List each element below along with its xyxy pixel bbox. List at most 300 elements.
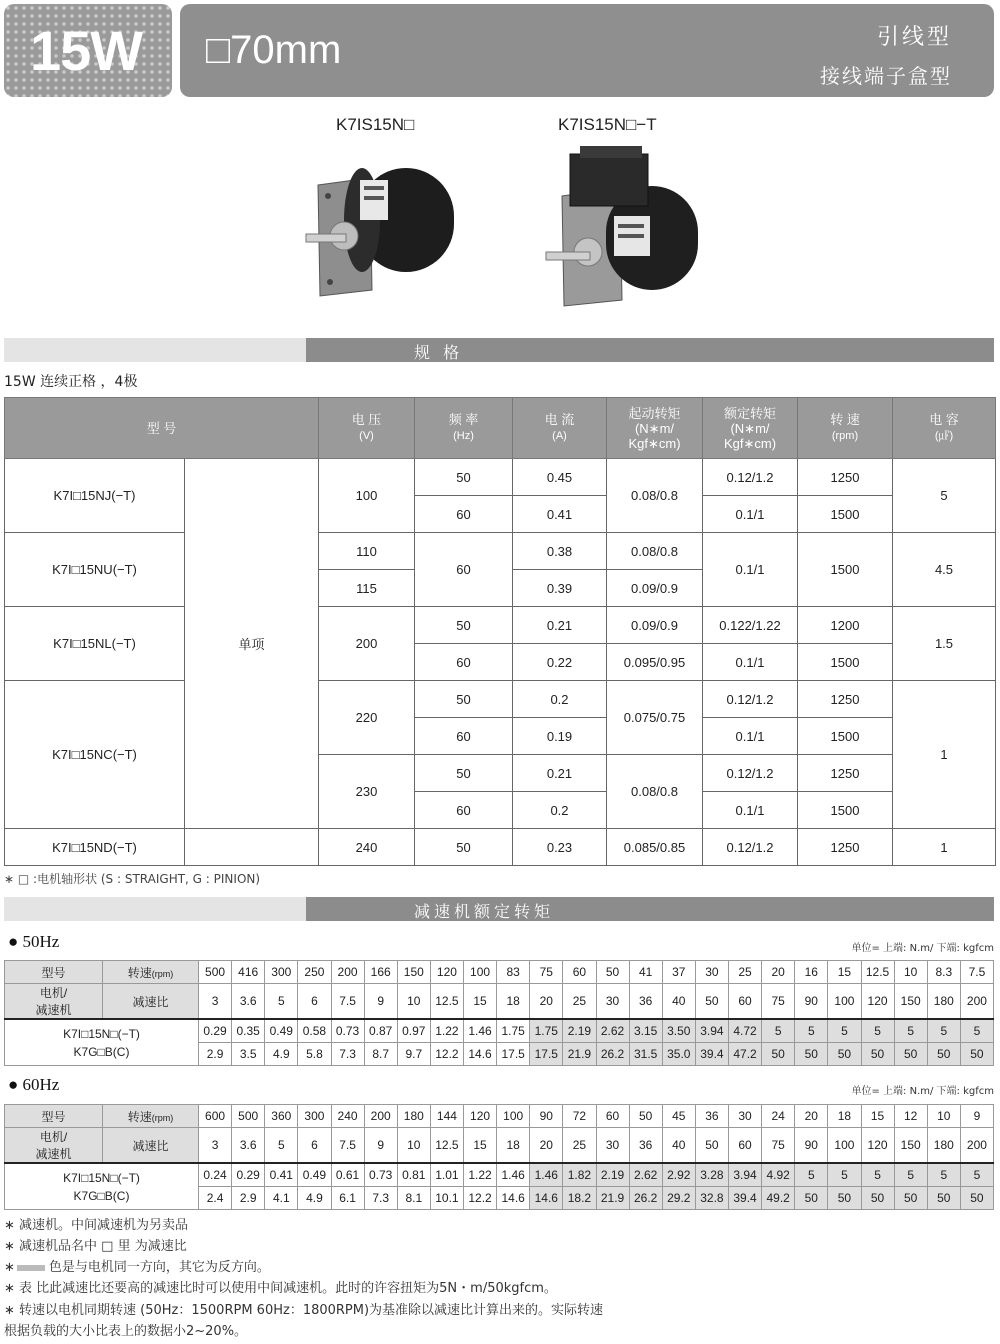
torque-kgf-cell: 50 [828, 1043, 861, 1066]
hdr-ratio-label: 减速比 [103, 984, 199, 1020]
speed-cell: 200 [364, 1105, 397, 1128]
spec-section-bar [4, 338, 994, 362]
hdr-capacitor: 电 容 (㎌) [893, 398, 996, 459]
speed-cell: 1500 [798, 644, 893, 681]
rated-torque-cell: 0.122/1.22 [703, 607, 798, 644]
frame-size: □70mm [206, 28, 342, 72]
cap-cell: 5 [893, 459, 996, 533]
hdr-model-label: 型号 [5, 961, 103, 984]
speed-cell: 360 [265, 1105, 298, 1128]
speed-cell: 16 [795, 961, 828, 984]
ratio-cell: 50 [695, 1128, 728, 1164]
torque-kgf-cell: 6.1 [331, 1187, 364, 1210]
speed-cell: 45 [662, 1105, 695, 1128]
torque-nm-cell: 5 [828, 1019, 861, 1043]
torque-kgf-cell: 50 [795, 1043, 828, 1066]
speed-cell: 1500 [798, 496, 893, 533]
hdr-voltage: 电 压 (V) [319, 398, 415, 459]
torque-nm-cell: 5 [960, 1163, 993, 1187]
speed-row [5, 1105, 994, 1128]
ratio-cell: 150 [894, 1128, 927, 1164]
torque-kgf-cell: 12.2 [430, 1043, 463, 1066]
speed-cell: 10 [927, 1105, 960, 1128]
torque-nm-cell: 5 [927, 1019, 960, 1043]
rated-torque-cell: 0.12/1.2 [703, 459, 798, 496]
freq-cell: 60 [415, 533, 513, 607]
torque-kgf-cell: 17.5 [530, 1043, 563, 1066]
voltage-cell: 220 [319, 681, 415, 755]
ratio-row [5, 984, 994, 1020]
model-label-terminal: K7IS15N□−T [558, 115, 657, 134]
hdr-model: 型 号 [5, 398, 319, 459]
start-torque-cell: 0.08/0.8 [607, 755, 703, 829]
torque-kgf-cell: 50 [927, 1043, 960, 1066]
torque-kgf-cell: 8.7 [364, 1043, 397, 1066]
torque-nm-cell: 2.19 [596, 1163, 629, 1187]
model-cell: K7I□15NJ(−T) [5, 459, 185, 533]
speed-cell: 30 [729, 1105, 762, 1128]
torque-nm-cell: 3.28 [695, 1163, 728, 1187]
torque-kgf-cell: 4.9 [265, 1043, 298, 1066]
torque-nm-cell: 1.46 [530, 1163, 563, 1187]
speed-cell: 300 [298, 1105, 331, 1128]
freq-cell: 50 [415, 829, 513, 866]
torque-nm-row [5, 1019, 994, 1043]
current-cell: 0.2 [513, 792, 607, 829]
torque-kgf-cell: 2.9 [232, 1187, 265, 1210]
rated-torque-cell: 0.1/1 [703, 496, 798, 533]
current-cell: 0.41 [513, 496, 607, 533]
torque-nm-cell: 1.01 [430, 1163, 463, 1187]
rated-torque-cell: 0.12/1.2 [703, 829, 798, 866]
ratio-cell: 25 [563, 984, 596, 1020]
torque-kgf-cell: 35.0 [662, 1043, 695, 1066]
torque-nm-cell: 1.46 [464, 1019, 497, 1043]
power-rating: 15W [30, 19, 143, 82]
ratio-cell: 40 [662, 1128, 695, 1164]
start-torque-cell: 0.095/0.95 [607, 644, 703, 681]
gray-swatch [17, 1265, 45, 1271]
current-cell: 0.21 [513, 755, 607, 792]
ratio-cell: 15 [464, 1128, 497, 1164]
model-label-lead: K7IS15N□ [336, 115, 415, 134]
torque-kgf-cell: 5.8 [298, 1043, 331, 1066]
voltage-cell: 100 [319, 459, 415, 533]
speed-cell: 1250 [798, 829, 893, 866]
gear-table-60hz [4, 1104, 994, 1210]
torque-nm-cell: 2.62 [629, 1163, 662, 1187]
hz-50-title: ● 50Hz [8, 932, 60, 951]
speed-cell: 10 [894, 961, 927, 984]
torque-kgf-cell: 29.2 [662, 1187, 695, 1210]
torque-nm-cell: 0.58 [298, 1019, 331, 1043]
ratio-cell: 30 [596, 1128, 629, 1164]
torque-nm-cell: 1.82 [563, 1163, 596, 1187]
ratio-cell: 7.5 [331, 984, 364, 1020]
speed-cell: 60 [596, 1105, 629, 1128]
ratio-cell: 36 [629, 1128, 662, 1164]
torque-kgf-cell: 9.7 [397, 1043, 430, 1066]
ratio-cell: 200 [960, 984, 993, 1020]
ratio-cell: 5 [265, 984, 298, 1020]
freq-cell: 60 [415, 718, 513, 755]
table-row [5, 533, 996, 570]
torque-nm-cell: 0.61 [331, 1163, 364, 1187]
speed-cell: 416 [232, 961, 265, 984]
speed-cell: 25 [729, 961, 762, 984]
model-cell: K7I□15NC(−T) [5, 681, 185, 829]
speed-row [5, 961, 994, 984]
ratio-cell: 20 [530, 984, 563, 1020]
speed-cell: 36 [695, 1105, 728, 1128]
freq-cell: 50 [415, 607, 513, 644]
torque-nm-cell: 0.49 [265, 1019, 298, 1043]
ratio-cell: 75 [762, 984, 795, 1020]
model-cell: K7I□15N□(−T) K7G□B(C) [5, 1163, 199, 1210]
torque-kgf-cell: 32.8 [695, 1187, 728, 1210]
torque-kgf-cell: 31.5 [629, 1043, 662, 1066]
ratio-cell: 6 [298, 984, 331, 1020]
current-cell: 0.19 [513, 718, 607, 755]
torque-nm-cell: 4.72 [729, 1019, 762, 1043]
torque-nm-cell: 0.73 [364, 1163, 397, 1187]
spec-subtitle: 15W 连续正格 ，4极 [4, 374, 138, 390]
torque-nm-cell: 0.29 [199, 1019, 232, 1043]
type-terminal-box: 接线端子盒型 [820, 64, 952, 88]
ratio-cell: 15 [464, 984, 497, 1020]
torque-kgf-cell: 10.1 [430, 1187, 463, 1210]
speed-cell: 1500 [798, 533, 893, 607]
ratio-cell: 18 [497, 984, 530, 1020]
ratio-cell: 25 [563, 1128, 596, 1164]
speed-cell: 50 [629, 1105, 662, 1128]
torque-kgf-cell: 50 [795, 1187, 828, 1210]
torque-nm-cell: 5 [894, 1019, 927, 1043]
hdr-current: 电 流 (A) [513, 398, 607, 459]
ratio-cell: 10 [397, 1128, 430, 1164]
torque-nm-cell: 2.92 [662, 1163, 695, 1187]
spec-header-row [5, 398, 996, 459]
start-torque-cell: 0.08/0.8 [607, 459, 703, 533]
speed-cell: 120 [430, 961, 463, 984]
current-cell: 0.23 [513, 829, 607, 866]
torque-kgf-cell: 47.2 [729, 1043, 762, 1066]
voltage-cell: 200 [319, 607, 415, 681]
rated-torque-cell: 0.1/1 [703, 718, 798, 755]
torque-kgf-cell: 26.2 [596, 1043, 629, 1066]
start-torque-cell: 0.08/0.8 [607, 533, 703, 570]
speed-cell: 240 [331, 1105, 364, 1128]
torque-nm-cell: 0.29 [232, 1163, 265, 1187]
speed-cell: 7.5 [960, 961, 993, 984]
ratio-cell: 100 [828, 1128, 861, 1164]
table-row [5, 829, 996, 866]
voltage-cell: 110 [319, 533, 415, 570]
motor-image-lead-wire [300, 150, 470, 310]
speed-cell: 50 [596, 961, 629, 984]
torque-nm-cell: 3.94 [695, 1019, 728, 1043]
torque-nm-cell: 1.75 [497, 1019, 530, 1043]
torque-nm-cell: 0.81 [397, 1163, 430, 1187]
start-torque-cell: 0.09/0.9 [607, 570, 703, 607]
speed-cell: 500 [199, 961, 232, 984]
ratio-cell: 18 [497, 1128, 530, 1164]
ratio-row [5, 1128, 994, 1164]
torque-kgf-cell: 4.9 [298, 1187, 331, 1210]
ratio-cell: 120 [861, 1128, 894, 1164]
torque-nm-cell: 2.19 [563, 1019, 596, 1043]
phase-cell: 单项 [185, 459, 319, 829]
motor-image-terminal-box [540, 140, 710, 310]
torque-nm-cell: 5 [894, 1163, 927, 1187]
speed-cell: 12.5 [861, 961, 894, 984]
gear-section-bar [4, 897, 994, 921]
torque-nm-cell: 0.97 [397, 1019, 430, 1043]
rated-torque-cell: 0.1/1 [703, 644, 798, 681]
speed-cell: 1250 [798, 459, 893, 496]
ratio-cell: 3 [199, 1128, 232, 1164]
torque-nm-cell: 2.62 [596, 1019, 629, 1043]
speed-cell: 144 [430, 1105, 463, 1128]
torque-nm-cell: 3.15 [629, 1019, 662, 1043]
torque-kgf-cell: 50 [861, 1187, 894, 1210]
cap-cell: 1.5 [893, 607, 996, 681]
table-row [5, 681, 996, 718]
speed-cell: 120 [464, 1105, 497, 1128]
ratio-cell: 180 [927, 984, 960, 1020]
model-cell: K7I□15NU(−T) [5, 533, 185, 607]
speed-cell: 75 [530, 961, 563, 984]
torque-nm-cell: 1.22 [464, 1163, 497, 1187]
spec-table [4, 397, 996, 866]
hdr-speed-label: 转速(rpm) [103, 1105, 199, 1128]
speed-cell: 1200 [798, 607, 893, 644]
speed-cell: 90 [530, 1105, 563, 1128]
spec-section-title: 规 格 [414, 343, 464, 362]
current-cell: 0.22 [513, 644, 607, 681]
torque-nm-cell: 1.22 [430, 1019, 463, 1043]
ratio-cell: 60 [729, 984, 762, 1020]
speed-cell: 150 [397, 961, 430, 984]
hdr-model-label: 型号 [5, 1105, 103, 1128]
freq-cell: 60 [415, 496, 513, 533]
ratio-cell: 6 [298, 1128, 331, 1164]
ratio-cell: 7.5 [331, 1128, 364, 1164]
rated-torque-cell: 0.1/1 [703, 533, 798, 607]
ratio-cell: 100 [828, 984, 861, 1020]
torque-nm-cell: 1.75 [530, 1019, 563, 1043]
speed-cell: 1500 [798, 792, 893, 829]
current-cell: 0.45 [513, 459, 607, 496]
ratio-cell: 3 [199, 984, 232, 1020]
ratio-cell: 200 [960, 1128, 993, 1164]
rated-torque-cell: 0.12/1.2 [703, 681, 798, 718]
ratio-cell: 50 [695, 984, 728, 1020]
speed-cell: 9 [960, 1105, 993, 1128]
model-cell: K7I□15ND(−T) [5, 829, 185, 866]
model-cell: K7I□15N□(−T) K7G□B(C) [5, 1019, 199, 1066]
speed-cell: 20 [795, 1105, 828, 1128]
speed-cell: 1500 [798, 718, 893, 755]
ratio-cell: 3.6 [232, 984, 265, 1020]
speed-cell: 8.3 [927, 961, 960, 984]
torque-kgf-cell: 14.6 [530, 1187, 563, 1210]
torque-kgf-cell: 17.5 [497, 1043, 530, 1066]
power-badge [4, 4, 172, 97]
ratio-cell: 20 [530, 1128, 563, 1164]
ratio-cell: 90 [795, 1128, 828, 1164]
speed-cell: 24 [762, 1105, 795, 1128]
torque-kgf-cell: 3.5 [232, 1043, 265, 1066]
current-cell: 0.21 [513, 607, 607, 644]
ratio-cell: 9 [364, 1128, 397, 1164]
freq-cell: 50 [415, 459, 513, 496]
torque-nm-cell: 5 [927, 1163, 960, 1187]
hdr-rated-torque: 额定转矩 (N∗m/ Kgf∗cm) [703, 398, 798, 459]
torque-nm-cell: 0.35 [232, 1019, 265, 1043]
torque-kgf-cell: 50 [960, 1187, 993, 1210]
speed-cell: 60 [563, 961, 596, 984]
ratio-cell: 60 [729, 1128, 762, 1164]
cap-cell: 1 [893, 829, 996, 866]
rated-torque-cell: 0.1/1 [703, 792, 798, 829]
ratio-cell: 3.6 [232, 1128, 265, 1164]
speed-cell: 300 [265, 961, 298, 984]
torque-kgf-cell: 12.2 [464, 1187, 497, 1210]
current-cell: 0.39 [513, 570, 607, 607]
torque-kgf-cell: 7.3 [364, 1187, 397, 1210]
hdr-speed-label: 转速(rpm) [103, 961, 199, 984]
torque-kgf-cell: 39.4 [695, 1043, 728, 1066]
note-2: ∗ 减速机品名中 □ 里 为减速比 [4, 1239, 187, 1254]
speed-cell: 20 [762, 961, 795, 984]
torque-nm-cell: 0.87 [364, 1019, 397, 1043]
torque-nm-cell: 4.92 [762, 1163, 795, 1187]
unit-note-60: 单位= 上端: N.m/ 下端: kgfcm [851, 1086, 994, 1097]
torque-kgf-cell: 2.9 [199, 1043, 232, 1066]
current-cell: 0.2 [513, 681, 607, 718]
model-cell: K7I□15NL(−T) [5, 607, 185, 681]
gear-section-title: 减速机额定转矩 [414, 902, 555, 921]
speed-cell: 200 [331, 961, 364, 984]
speed-cell: 15 [861, 1105, 894, 1128]
ratio-cell: 40 [662, 984, 695, 1020]
torque-nm-cell: 5 [861, 1163, 894, 1187]
torque-kgf-cell: 39.4 [729, 1187, 762, 1210]
note-1: ∗ 减速机。中间减速机为另卖品 [4, 1218, 189, 1233]
table-row [5, 607, 996, 644]
ratio-cell: 150 [894, 984, 927, 1020]
header-banner [180, 4, 994, 97]
unit-note-50: 单位= 上端: N.m/ 下端: kgfcm [851, 943, 994, 954]
torque-kgf-cell: 50 [894, 1187, 927, 1210]
speed-cell: 41 [629, 961, 662, 984]
type-lead-wire: 引线型 [876, 25, 952, 50]
torque-kgf-cell: 4.1 [265, 1187, 298, 1210]
hdr-motor-gear: 电机/ 减速机 [5, 1128, 103, 1164]
speed-cell: 12 [894, 1105, 927, 1128]
freq-cell: 50 [415, 681, 513, 718]
torque-kgf-cell: 8.1 [397, 1187, 430, 1210]
torque-kgf-cell: 49.2 [762, 1187, 795, 1210]
hz-60-title: ● 60Hz [8, 1075, 60, 1094]
speed-cell: 1250 [798, 755, 893, 792]
torque-nm-cell: 0.49 [298, 1163, 331, 1187]
torque-nm-cell: 5 [795, 1019, 828, 1043]
start-torque-cell: 0.085/0.85 [607, 829, 703, 866]
speed-cell: 83 [497, 961, 530, 984]
torque-nm-cell: 0.24 [199, 1163, 232, 1187]
torque-kgf-cell: 14.6 [497, 1187, 530, 1210]
phase-cell-empty [185, 829, 319, 866]
speed-cell: 250 [298, 961, 331, 984]
hdr-start-torque: 起动转矩 (N∗m/ Kgf∗cm) [607, 398, 703, 459]
freq-cell: 60 [415, 644, 513, 681]
torque-nm-cell: 0.73 [331, 1019, 364, 1043]
torque-nm-cell: 1.46 [497, 1163, 530, 1187]
speed-cell: 1250 [798, 681, 893, 718]
start-torque-cell: 0.075/0.75 [607, 681, 703, 755]
torque-nm-cell: 5 [828, 1163, 861, 1187]
start-torque-cell: 0.09/0.9 [607, 607, 703, 644]
freq-cell: 60 [415, 792, 513, 829]
ratio-cell: 9 [364, 984, 397, 1020]
voltage-cell: 115 [319, 570, 415, 607]
note-3: ∗ 色是与电机同一方向，其它为反方向。 [4, 1260, 270, 1275]
torque-kgf-cell: 50 [762, 1043, 795, 1066]
cap-cell: 1 [893, 681, 996, 829]
speed-cell: 30 [695, 961, 728, 984]
voltage-cell: 240 [319, 829, 415, 866]
torque-nm-cell: 3.50 [662, 1019, 695, 1043]
current-cell: 0.38 [513, 533, 607, 570]
ratio-cell: 30 [596, 984, 629, 1020]
gear-table-50hz [4, 960, 994, 1066]
torque-kgf-cell: 50 [894, 1043, 927, 1066]
note-4: ∗ 表 比此减速比还要高的减速比时可以使用中间减速机。此时的许容扭矩为5N・m/50kgfcm。 [4, 1281, 557, 1296]
torque-nm-cell: 5 [762, 1019, 795, 1043]
torque-kgf-cell: 50 [828, 1187, 861, 1210]
torque-kgf-cell: 50 [927, 1187, 960, 1210]
ratio-cell: 12.5 [430, 1128, 463, 1164]
torque-kgf-cell: 18.2 [563, 1187, 596, 1210]
hdr-speed: 转 速 (rpm) [798, 398, 893, 459]
ratio-cell: 180 [927, 1128, 960, 1164]
ratio-cell: 120 [861, 984, 894, 1020]
ratio-cell: 90 [795, 984, 828, 1020]
voltage-cell: 230 [319, 755, 415, 829]
torque-kgf-cell: 7.3 [331, 1043, 364, 1066]
ratio-cell: 10 [397, 984, 430, 1020]
note-6: 根据负载的大小比表上的数据小2~20%。 [4, 1324, 248, 1339]
torque-kgf-cell: 50 [861, 1043, 894, 1066]
speed-cell: 500 [232, 1105, 265, 1128]
note-5: ∗ 转速以电机同期转速 (50Hz：1500RPM 60Hz：1800RPM)为基准除以减速比计算出来的。实际转速 [4, 1303, 604, 1318]
speed-cell: 37 [662, 961, 695, 984]
torque-kgf-cell: 2.4 [199, 1187, 232, 1210]
speed-cell: 72 [563, 1105, 596, 1128]
ratio-cell: 5 [265, 1128, 298, 1164]
ratio-cell: 75 [762, 1128, 795, 1164]
torque-nm-cell: 5 [795, 1163, 828, 1187]
torque-kgf-cell: 26.2 [629, 1187, 662, 1210]
table-row [5, 459, 996, 496]
torque-kgf-cell: 50 [960, 1043, 993, 1066]
ratio-cell: 36 [629, 984, 662, 1020]
torque-nm-cell: 0.41 [265, 1163, 298, 1187]
hdr-ratio-label: 减速比 [103, 1128, 199, 1164]
speed-cell: 180 [397, 1105, 430, 1128]
